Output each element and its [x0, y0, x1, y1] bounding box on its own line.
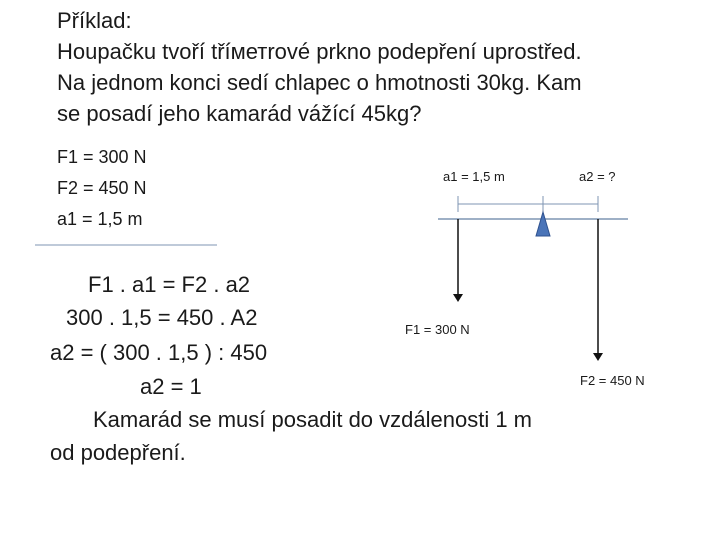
given-a1: a1 = 1,5 m [57, 209, 143, 229]
problem-line-2: Na jednom konci sedí chlapec o hmotnosti 30kg. Kam [57, 70, 582, 95]
label-a1: a1 = 1,5 m [443, 169, 505, 184]
given-f1: F1 = 300 N [57, 147, 147, 167]
problem-line-1: Houpačku tvoří tříметrové prkno podepření uprostřed. [57, 39, 582, 64]
problem-line-3: se posadí jeho kamarád vážící 45kg? [57, 101, 422, 126]
fulcrum-triangle [536, 212, 550, 236]
given-f2: F2 = 450 N [57, 178, 147, 198]
label-f1: F1 = 300 N [405, 322, 470, 337]
force-arrow-f1-head [453, 294, 463, 302]
label-f2: F2 = 450 N [580, 373, 645, 388]
solution-line-2: 300 . 1,5 = 450 . A2 [66, 305, 258, 330]
problem-heading: Příklad: [57, 8, 132, 33]
solution-line-6: od podepření. [50, 440, 186, 465]
solution-line-5: Kamarád se musí posadit do vzdálenosti 1 m [93, 407, 533, 432]
label-a2: a2 = ? [579, 169, 616, 184]
force-arrow-f2-head [593, 353, 603, 361]
solution-line-3: a2 = ( 300 . 1,5 ) : 450 [50, 340, 268, 365]
solution-line-4: a2 = 1 [140, 374, 202, 399]
solution-line-1: F1 . a1 = F2 . a2 [88, 272, 251, 297]
